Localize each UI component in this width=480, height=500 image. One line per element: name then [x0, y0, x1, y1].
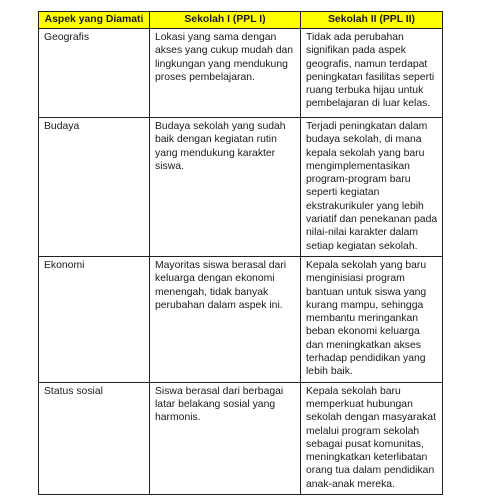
table-row-status-sosial: [39, 382, 443, 494]
cell-aspect: Status sosial: [39, 382, 150, 494]
header-school-2: Sekolah II (PPL II): [301, 12, 443, 29]
comparison-table: [38, 11, 443, 495]
cell-school-1: Mayoritas siswa berasal dari keluarga dengan ekonomi menengah, tidak banyak perubahan dalam aspek ini.: [150, 256, 301, 382]
header-school-1: Sekolah I (PPL I): [150, 12, 301, 29]
cell-school-1: Siswa berasal dari berbagai latar belakang sosial yang harmonis.: [150, 382, 301, 494]
cell-school-1: Budaya sekolah yang sudah baik dengan kegiatan rutin yang mendukung karakter siswa.: [150, 118, 301, 257]
cell-aspect: Budaya: [39, 118, 150, 257]
cell-aspect: Ekonomi: [39, 256, 150, 382]
cell-school-2: Tidak ada perubahan signifikan pada aspek geografis, namun terdapat peningkatan fasilitas seperti ruang terbuka hijau untuk pembelajaran di luar kelas.: [301, 29, 443, 118]
table-row-geografis: [39, 29, 443, 118]
cell-school-1: Lokasi yang sama dengan akses yang cukup mudah dan lingkungan yang mendukung proses pembelajaran.: [150, 29, 301, 118]
cell-school-2: Kepala sekolah baru memperkuat hubungan sekolah dengan masyarakat melalui program sekolah sebagai pusat komunitas, meningkatkan keterlibatan orang tua dalam pendidikan anak-anak mereka.: [301, 382, 443, 494]
table-header: [39, 12, 443, 29]
header-aspect: Aspek yang Diamati: [39, 12, 150, 29]
table-row-budaya: [39, 118, 443, 257]
table-row-ekonomi: [39, 256, 443, 382]
table-body: [39, 29, 443, 495]
cell-school-2: Kepala sekolah yang baru menginisiasi program bantuan untuk siswa yang kurang mampu, sehingga membantu meringankan beban ekonomi keluarga dan meningkatkan akses terhadap pendidikan yang lebih baik.: [301, 256, 443, 382]
cell-aspect: Geografis: [39, 29, 150, 118]
header-row: [39, 12, 443, 29]
cell-school-2: Terjadi peningkatan dalam budaya sekolah, di mana kepala sekolah yang baru mengimplementasikan program-program baru seperti kegiatan ekstrakurikuler yang lebih variatif dan penekanan pada nilai-nilai karakter dalam setiap kegiatan sekolah.: [301, 118, 443, 257]
